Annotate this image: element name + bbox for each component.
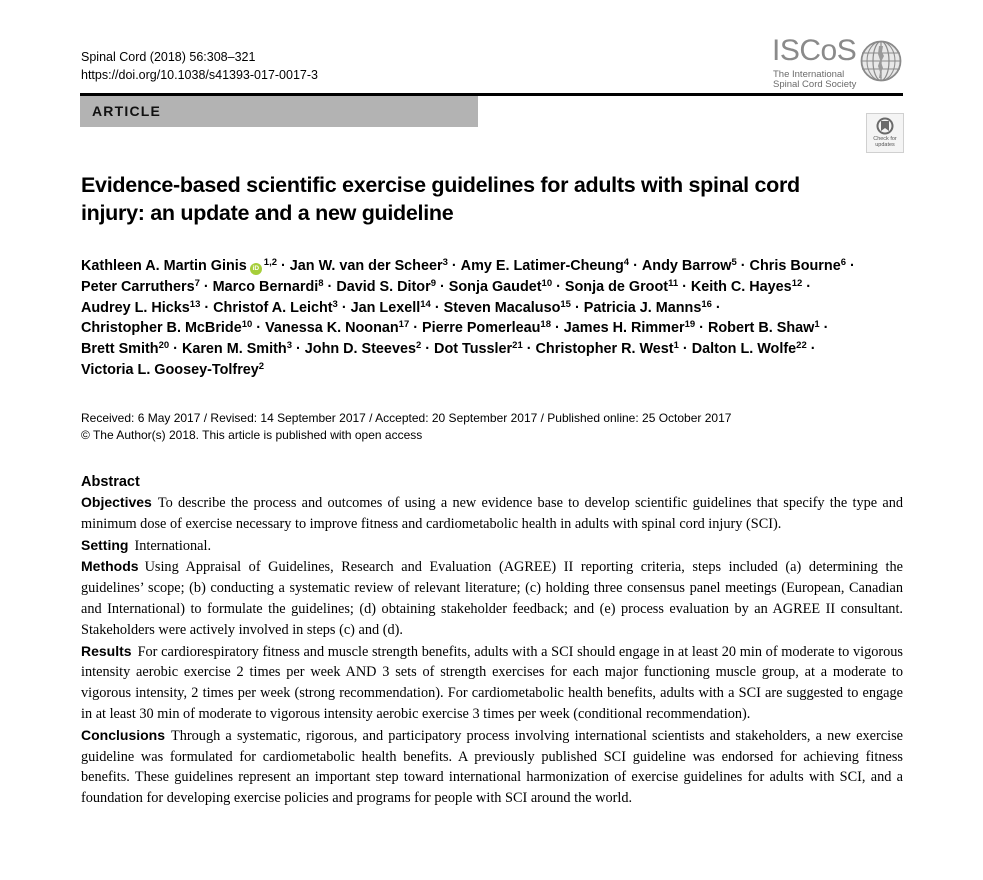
affiliation-number[interactable]: 21: [512, 340, 523, 352]
author-separator: ·: [810, 341, 816, 358]
section-text: Using Appraisal of Guidelines, Research and Evaluation (AGREE) II reporting criteria, steps included (a) determining the guidelines’ scope; (b) conducting a systematic review of relevant literature; (c) holding three consensus panel meetings (European, Canadian and International) to formulate the guidelines; (d) obtaining stakeholder feedback; and (e) process evaluation by an AGREE II consultant. Stakeholders were actively involved in steps (c) and (d).: [81, 559, 903, 638]
author-name[interactable]: Amy E. Latimer-Cheung: [460, 258, 624, 274]
section-label: Results: [81, 642, 132, 659]
abstract-methods: [81, 556, 903, 640]
author-name[interactable]: David S. Ditor: [336, 278, 431, 295]
author-name[interactable]: Andy Barrow: [641, 258, 732, 274]
affiliation-number[interactable]: 1: [814, 319, 820, 331]
author-name[interactable]: Christopher B. McBride: [81, 320, 242, 337]
author-name[interactable]: Audrey L. Hicks: [81, 299, 190, 316]
affiliation-number[interactable]: 20: [158, 340, 170, 352]
affiliation-number[interactable]: 2: [258, 360, 265, 372]
author-separator: ·: [699, 320, 704, 337]
affiliation-number[interactable]: 17: [398, 319, 410, 331]
author-name[interactable]: Keith C. Hayes: [690, 278, 792, 295]
author-separator: ·: [439, 278, 445, 295]
journal-info: [81, 48, 318, 84]
affiliation-number[interactable]: 16: [701, 298, 712, 310]
affiliation-number[interactable]: 12: [791, 277, 803, 289]
author-separator: ·: [850, 258, 855, 274]
author-separator: ·: [682, 278, 687, 295]
author-name[interactable]: Vanessa K. Noonan: [265, 320, 399, 337]
affiliation-number[interactable]: 19: [684, 319, 696, 331]
author-name[interactable]: Robert B. Shaw: [707, 320, 815, 337]
article-type-label: ARTICLE: [92, 103, 162, 119]
author-name[interactable]: Jan Lexell: [350, 299, 421, 316]
author-separator: ·: [173, 341, 178, 358]
logo-wordmark: ISCoS: [772, 34, 857, 67]
affiliation-number[interactable]: 22: [796, 340, 807, 352]
affiliation-number[interactable]: 15: [560, 298, 571, 310]
abstract-heading: Abstract: [81, 474, 140, 490]
author-separator: ·: [633, 258, 638, 274]
affiliation-number[interactable]: 5: [731, 257, 737, 268]
author-separator: ·: [434, 299, 440, 316]
author-name[interactable]: John D. Steeves: [304, 341, 416, 358]
history-dates: Received: 6 May 2017 / Revised: 14 September 2017 / Accepted: 20 September 2017 / Published online: 25 October 2017: [81, 411, 732, 425]
section-label: Conclusions: [81, 726, 166, 743]
affiliation-number[interactable]: 3: [286, 340, 292, 352]
orcid-icon[interactable]: iD: [250, 263, 262, 275]
author-separator: ·: [682, 341, 688, 358]
author-name[interactable]: Christopher R. West: [535, 341, 674, 358]
author-name[interactable]: Christof A. Leicht: [213, 299, 333, 316]
author-separator: ·: [341, 299, 347, 316]
author-separator: ·: [413, 320, 419, 337]
author-separator: ·: [327, 278, 333, 295]
author-separator: ·: [425, 341, 431, 358]
author-list: [81, 256, 921, 381]
affiliation-number[interactable]: 14: [420, 298, 431, 310]
affiliation-number[interactable]: 4: [623, 257, 630, 268]
author-line: [81, 360, 921, 381]
author-name[interactable]: James H. Rimmer: [563, 320, 685, 337]
author-separator: ·: [823, 320, 829, 337]
abstract-objectives: [81, 492, 903, 535]
author-separator: ·: [281, 258, 286, 274]
check-for-updates-button[interactable]: [866, 113, 904, 153]
author-line: [81, 339, 921, 360]
author-name[interactable]: Patricia J. Manns: [583, 299, 702, 316]
affiliation-number[interactable]: 7: [194, 277, 200, 289]
affiliation-number[interactable]: 13: [189, 298, 201, 310]
author-name[interactable]: Steven Macaluso: [443, 299, 561, 316]
section-label: Methods: [81, 558, 139, 575]
author-name[interactable]: Sonja Gaudet: [448, 278, 542, 295]
author-separator: ·: [556, 278, 561, 295]
abstract-results: [81, 641, 903, 725]
affiliation-number[interactable]: 1,2: [263, 257, 277, 268]
abstract: [81, 472, 903, 809]
author-line: [81, 256, 921, 277]
publication-dates: [81, 410, 731, 444]
affiliation-number[interactable]: 3: [442, 257, 448, 268]
author-name[interactable]: Sonja de Groot: [564, 278, 669, 295]
check-for-updates-label: Check for updates: [873, 136, 897, 148]
journal-citation: Spinal Cord (2018) 56:308–321: [81, 50, 256, 64]
article-type-bar: [80, 96, 478, 127]
doi-link[interactable]: https://doi.org/10.1038/s41393-017-0017-3: [81, 68, 318, 82]
author-separator: ·: [203, 278, 209, 295]
affiliation-number[interactable]: 18: [540, 319, 551, 331]
affiliation-number[interactable]: 8: [318, 277, 324, 289]
affiliation-number[interactable]: 6: [840, 257, 846, 268]
article-title: Evidence-based scientific exercise guidelines for adults with spinal cord injury: an update and a new guideline: [81, 173, 800, 225]
author-name[interactable]: Brett Smith: [81, 341, 159, 358]
affiliation-number[interactable]: 10: [541, 277, 553, 289]
author-separator: ·: [526, 341, 532, 358]
author-name[interactable]: Peter Carruthers: [81, 278, 195, 295]
copyright-notice: © The Author(s) 2018. This article is published with open access: [81, 428, 423, 442]
author-name[interactable]: Karen M. Smith: [181, 341, 287, 358]
author-line: [81, 277, 921, 298]
section-label: Setting: [81, 536, 129, 553]
affiliation-number[interactable]: 3: [332, 298, 338, 310]
author-name[interactable]: Jan W. van der Scheer: [289, 258, 443, 274]
check-for-updates-icon: [876, 117, 894, 135]
logo-subtitle-line1: The International: [773, 69, 845, 80]
author-separator: ·: [256, 320, 262, 337]
section-label: Objectives: [81, 494, 152, 510]
author-name[interactable]: Pierre Pomerleau: [422, 320, 541, 337]
author-separator: ·: [295, 341, 301, 358]
author-separator: ·: [715, 299, 721, 316]
author-separator: ·: [555, 320, 560, 337]
author-separator: ·: [451, 258, 457, 274]
author-separator: ·: [574, 299, 580, 316]
section-text: To describe the process and outcomes of using a new evidence base to develop scientific guidelines that specify the type and minimum dose of exercise necessary to improve fitness and cardiometabolic health in adults with spinal cord injury (SCI).: [81, 495, 903, 532]
author-line: [81, 298, 921, 319]
affiliation-number[interactable]: 1: [673, 340, 679, 352]
author-name[interactable]: Victoria L. Goosey-Tolfrey: [81, 361, 259, 378]
author-separator: ·: [740, 258, 746, 274]
author-name[interactable]: Marco Bernardi: [212, 278, 319, 295]
author-name[interactable]: Chris Bourne: [749, 258, 841, 274]
abstract-conclusions: [81, 725, 903, 809]
iscos-logo[interactable]: [772, 34, 904, 92]
section-text: Through a systematic, rigorous, and participatory process involving international scientists and stakeholders, a new exercise guideline was formulated for cardiometabolic health benefits. A previously published SCI guideline was endorsed for achieving fitness benefits. These guidelines represent an important step toward international harmonization of exercise guidelines for adults with SCI, and a foundation for developing exercise policies and programs for people with SCI around the world.: [81, 727, 903, 807]
affiliation-number[interactable]: 10: [241, 319, 253, 331]
abstract-setting: [81, 535, 903, 557]
section-text: International.: [134, 537, 212, 554]
author-separator: ·: [204, 299, 210, 316]
author-separator: ·: [806, 278, 812, 295]
affiliation-number[interactable]: 11: [668, 277, 679, 289]
author-name[interactable]: Kathleen A. Martin Ginis: [81, 258, 247, 274]
author-line: [81, 318, 921, 339]
globe-icon: [860, 40, 902, 82]
affiliation-number[interactable]: 9: [430, 277, 436, 289]
affiliation-number[interactable]: 2: [415, 340, 422, 352]
logo-subtitle-line2: Spinal Cord Society: [773, 79, 857, 90]
section-text: For cardiorespiratory fitness and muscle strength benefits, adults with a SCI should engage in at least 20 min of moderate to vigorous intensity aerobic exercise 2 times per week AND 3 sets of strength exercises for each major functioning muscle group, at a moderate to vigorous intensity, 2 times per week (strong recommendation). For cardiometabolic health benefits, adults with a SCI are suggested to engage in at least 30 min of moderate to vigorous intensity aerobic exercise 3 times per week (conditional recommendation).: [81, 643, 903, 722]
author-name[interactable]: Dalton L. Wolfe: [691, 341, 797, 358]
author-name[interactable]: Dot Tussler: [434, 341, 513, 358]
